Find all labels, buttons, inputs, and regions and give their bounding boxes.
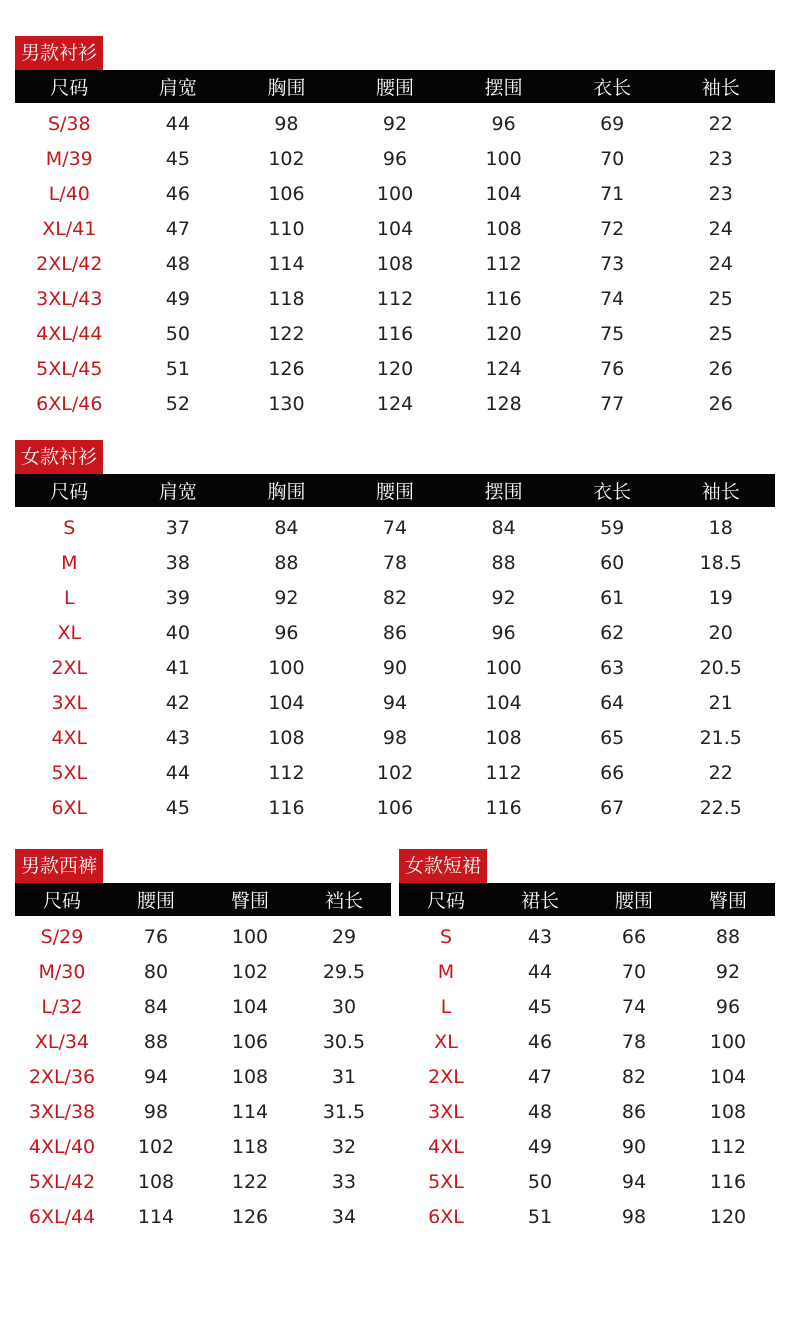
table-row: [15, 386, 775, 421]
measurement-cell: 70: [621, 960, 647, 983]
measurement-cell: 30.5: [322, 1030, 366, 1053]
measurement-cell: 100: [268, 656, 305, 679]
table-row: [15, 1199, 391, 1234]
measurement-cell: 104: [231, 995, 269, 1018]
measurement-cell: 21.5: [699, 726, 742, 749]
measurement-cell: 50: [527, 1170, 553, 1193]
column-header: 裆长: [324, 890, 363, 912]
size-cell: 3XL: [51, 691, 88, 714]
size-cell: M: [61, 551, 78, 574]
table-row: [15, 989, 391, 1024]
size-cell: 4XL: [428, 1135, 464, 1158]
measurement-cell: 31: [331, 1065, 357, 1088]
size-cell: L: [440, 995, 452, 1018]
measurement-cell: 122: [231, 1170, 269, 1193]
measurement-cell: 104: [485, 691, 522, 714]
measurement-cell: 40: [165, 621, 190, 644]
measurement-cell: 122: [268, 322, 305, 345]
table-row: [15, 954, 391, 989]
measurement-cell: 108: [376, 252, 414, 275]
size-cell: M/30: [38, 960, 86, 983]
table-body: [399, 919, 775, 1234]
measurement-cell: 94: [143, 1065, 169, 1088]
measurement-cell: 46: [527, 1030, 553, 1053]
measurement-cell: 112: [485, 252, 522, 275]
size-cell: M/39: [45, 147, 93, 170]
size-cell: 6XL/46: [36, 392, 103, 415]
measurement-cell: 29.5: [322, 960, 366, 983]
size-cell: S/38: [47, 112, 91, 135]
size-cell: 5XL/45: [36, 357, 103, 380]
measurement-cell: 88: [274, 551, 299, 574]
table-row: [399, 919, 775, 954]
measurement-cell: 108: [231, 1065, 269, 1088]
size-cell: XL: [57, 621, 82, 644]
measurement-cell: 106: [231, 1030, 269, 1053]
measurement-cell: 18: [708, 516, 733, 539]
measurement-cell: 30: [331, 995, 357, 1018]
measurement-cell: 59: [600, 516, 625, 539]
measurement-cell: 42: [165, 691, 190, 714]
measurement-cell: 100: [709, 1030, 747, 1053]
table-row: [15, 176, 775, 211]
table-row: [15, 790, 775, 825]
measurement-cell: 92: [715, 960, 741, 983]
measurement-cell: 118: [231, 1135, 269, 1158]
measurement-cell: 72: [600, 217, 625, 240]
measurement-cell: 74: [382, 516, 408, 539]
section-title: 女款短裙: [399, 849, 487, 883]
measurement-cell: 23: [708, 182, 733, 205]
measurement-cell: 44: [165, 761, 190, 784]
section-title: 女款衬衫: [15, 440, 103, 474]
measurement-cell: 102: [231, 960, 269, 983]
table-row: [399, 1059, 775, 1094]
measurement-cell: 102: [268, 147, 305, 170]
measurement-cell: 114: [268, 252, 305, 275]
measurement-cell: 116: [268, 796, 305, 819]
measurement-cell: 84: [491, 516, 516, 539]
measurement-cell: 126: [231, 1205, 269, 1228]
measurement-cell: 114: [137, 1205, 175, 1228]
table-body: [15, 106, 775, 421]
measurement-cell: 52: [165, 392, 190, 415]
table-row: [15, 141, 775, 176]
size-cell: S/29: [40, 925, 84, 948]
measurement-cell: 51: [165, 357, 190, 380]
measurement-cell: 74: [600, 287, 625, 310]
size-cell: 5XL/42: [28, 1170, 96, 1193]
column-header: 腰围: [614, 890, 653, 912]
measurement-cell: 76: [600, 357, 625, 380]
size-cell: 3XL/43: [36, 287, 103, 310]
measurement-cell: 112: [376, 287, 414, 310]
size-cell: 3XL/38: [28, 1100, 96, 1123]
measurement-cell: 116: [709, 1170, 747, 1193]
measurement-cell: 25: [708, 322, 733, 345]
column-header: 摆围: [484, 481, 523, 503]
measurement-cell: 116: [376, 322, 414, 345]
measurement-cell: 37: [165, 516, 190, 539]
table-header: [15, 474, 775, 507]
table-row: [15, 1129, 391, 1164]
measurement-cell: 116: [485, 287, 522, 310]
measurement-cell: 88: [143, 1030, 169, 1053]
size-cell: 2XL: [51, 656, 88, 679]
size-cell: M: [437, 960, 455, 983]
measurement-cell: 24: [708, 217, 733, 240]
measurement-cell: 102: [376, 761, 414, 784]
measurement-cell: 65: [600, 726, 625, 749]
table-row: [15, 685, 775, 720]
measurement-cell: 25: [708, 287, 733, 310]
measurement-cell: 118: [268, 287, 305, 310]
measurement-cell: 34: [331, 1205, 357, 1228]
measurement-cell: 19: [708, 586, 733, 609]
measurement-cell: 108: [268, 726, 305, 749]
measurement-cell: 84: [143, 995, 169, 1018]
measurement-cell: 82: [382, 586, 408, 609]
measurement-cell: 124: [485, 357, 522, 380]
measurement-cell: 48: [165, 252, 190, 275]
column-header: 袖长: [701, 77, 740, 99]
measurement-cell: 100: [231, 925, 269, 948]
column-header: 肩宽: [158, 77, 197, 99]
measurement-cell: 24: [708, 252, 733, 275]
measurement-cell: 90: [382, 656, 408, 679]
measurement-cell: 84: [274, 516, 299, 539]
measurement-cell: 102: [137, 1135, 175, 1158]
size-cell: 6XL: [51, 796, 88, 819]
measurement-cell: 43: [165, 726, 190, 749]
column-header: 臀围: [708, 890, 747, 912]
measurement-cell: 98: [621, 1205, 647, 1228]
measurement-cell: 45: [165, 147, 190, 170]
column-header: 裙长: [520, 890, 559, 912]
column-header: 摆围: [484, 77, 523, 99]
size-cell: XL: [434, 1030, 458, 1053]
table-row: [15, 720, 775, 755]
measurement-cell: 63: [600, 656, 625, 679]
measurement-cell: 78: [621, 1030, 647, 1053]
section-title: 男款西裤: [15, 849, 103, 883]
table-row: [399, 1094, 775, 1129]
table-row: [15, 510, 775, 545]
table-row: [15, 211, 775, 246]
column-header: 尺码: [50, 481, 89, 503]
measurement-cell: 78: [382, 551, 408, 574]
measurement-cell: 108: [485, 217, 522, 240]
measurement-cell: 66: [600, 761, 625, 784]
measurement-cell: 120: [709, 1205, 747, 1228]
measurement-cell: 44: [527, 960, 553, 983]
size-cell: XL/34: [34, 1030, 90, 1053]
table-row: [15, 1094, 391, 1129]
column-header: 衣长: [593, 481, 632, 503]
measurement-cell: 114: [231, 1100, 269, 1123]
column-header: 尺码: [42, 890, 81, 912]
measurement-cell: 94: [621, 1170, 647, 1193]
measurement-cell: 110: [268, 217, 305, 240]
measurement-cell: 73: [600, 252, 625, 275]
measurement-cell: 96: [715, 995, 741, 1018]
measurement-cell: 130: [268, 392, 305, 415]
measurement-cell: 96: [491, 621, 516, 644]
measurement-cell: 31.5: [322, 1100, 366, 1123]
measurement-cell: 90: [621, 1135, 647, 1158]
measurement-cell: 23: [708, 147, 733, 170]
measurement-cell: 62: [600, 621, 625, 644]
measurement-cell: 108: [485, 726, 522, 749]
column-header: 尺码: [426, 890, 465, 912]
measurement-cell: 33: [331, 1170, 357, 1193]
table-row: [399, 1129, 775, 1164]
measurement-cell: 96: [274, 621, 299, 644]
measurement-cell: 106: [376, 796, 414, 819]
table-row: [399, 1164, 775, 1199]
measurement-cell: 120: [485, 322, 522, 345]
measurement-cell: 128: [485, 392, 522, 415]
measurement-cell: 50: [165, 322, 190, 345]
measurement-cell: 126: [268, 357, 305, 380]
measurement-cell: 80: [143, 960, 169, 983]
measurement-cell: 100: [376, 182, 414, 205]
measurement-cell: 92: [491, 586, 516, 609]
section-title: 男款衬衫: [15, 36, 103, 70]
table-row: [15, 615, 775, 650]
measurement-cell: 45: [527, 995, 553, 1018]
column-header: 腰围: [376, 77, 415, 99]
table-row: [15, 919, 391, 954]
table-row: [15, 246, 775, 281]
measurement-cell: 22: [708, 761, 733, 784]
measurement-cell: 43: [527, 925, 553, 948]
measurement-cell: 124: [376, 392, 414, 415]
size-cell: L/32: [41, 995, 83, 1018]
measurement-cell: 67: [600, 796, 625, 819]
measurement-cell: 96: [382, 147, 408, 170]
size-cell: 2XL/42: [36, 252, 103, 275]
measurement-cell: 98: [143, 1100, 169, 1123]
measurement-cell: 120: [376, 357, 414, 380]
size-cell: L/40: [48, 182, 90, 205]
measurement-cell: 104: [485, 182, 522, 205]
measurement-cell: 94: [382, 691, 408, 714]
measurement-cell: 49: [165, 287, 190, 310]
table-body: [15, 510, 775, 825]
table-row: [399, 1024, 775, 1059]
measurement-cell: 74: [621, 995, 647, 1018]
measurement-cell: 45: [165, 796, 190, 819]
measurement-cell: 47: [165, 217, 190, 240]
size-cell: 4XL: [51, 726, 88, 749]
measurement-cell: 104: [268, 691, 305, 714]
measurement-cell: 112: [709, 1135, 747, 1158]
measurement-cell: 26: [708, 392, 733, 415]
measurement-cell: 116: [485, 796, 522, 819]
measurement-cell: 92: [382, 112, 408, 135]
size-cell: 2XL/36: [28, 1065, 96, 1088]
measurement-cell: 46: [165, 182, 190, 205]
table-row: [15, 1164, 391, 1199]
size-cell: 4XL/44: [36, 322, 103, 345]
table-row: [15, 650, 775, 685]
measurement-cell: 32: [331, 1135, 357, 1158]
table-row: [15, 316, 775, 351]
measurement-cell: 29: [331, 925, 357, 948]
measurement-cell: 108: [709, 1100, 747, 1123]
measurement-cell: 39: [165, 586, 190, 609]
table-header: [15, 883, 391, 916]
table-row: [15, 281, 775, 316]
measurement-cell: 61: [600, 586, 625, 609]
measurement-cell: 96: [491, 112, 516, 135]
measurement-cell: 20.5: [699, 656, 742, 679]
measurement-cell: 64: [600, 691, 625, 714]
measurement-cell: 20: [708, 621, 733, 644]
size-cell: 3XL: [428, 1100, 464, 1123]
table-header: [15, 70, 775, 103]
measurement-cell: 100: [485, 656, 522, 679]
table-row: [399, 954, 775, 989]
measurement-cell: 88: [715, 925, 741, 948]
measurement-cell: 112: [485, 761, 522, 784]
size-cell: 2XL: [428, 1065, 464, 1088]
measurement-cell: 44: [165, 112, 190, 135]
size-cell: 4XL/40: [28, 1135, 96, 1158]
table-row: [399, 989, 775, 1024]
table-row: [15, 1024, 391, 1059]
measurement-cell: 108: [137, 1170, 175, 1193]
measurement-cell: 100: [485, 147, 522, 170]
column-header: 尺码: [50, 77, 89, 99]
measurement-cell: 60: [600, 551, 625, 574]
measurement-cell: 112: [268, 761, 305, 784]
column-header: 肩宽: [158, 481, 197, 503]
size-cell: 6XL/44: [28, 1205, 96, 1228]
column-header: 臀围: [230, 890, 269, 912]
measurement-cell: 88: [491, 551, 516, 574]
size-cell: 5XL: [428, 1170, 464, 1193]
column-header: 腰围: [136, 890, 175, 912]
measurement-cell: 98: [274, 112, 299, 135]
measurement-cell: 41: [165, 656, 190, 679]
measurement-cell: 77: [600, 392, 625, 415]
measurement-cell: 51: [527, 1205, 553, 1228]
measurement-cell: 98: [382, 726, 408, 749]
size-cell: L: [63, 586, 75, 609]
table-row: [15, 545, 775, 580]
size-cell: XL/41: [42, 217, 97, 240]
measurement-cell: 69: [600, 112, 625, 135]
column-header: 腰围: [376, 481, 415, 503]
table-row: [15, 580, 775, 615]
measurement-cell: 71: [600, 182, 625, 205]
table-header: [399, 883, 775, 916]
measurement-cell: 104: [709, 1065, 747, 1088]
measurement-cell: 38: [165, 551, 190, 574]
size-cell: S: [63, 516, 76, 539]
measurement-cell: 75: [600, 322, 625, 345]
measurement-cell: 22: [708, 112, 733, 135]
column-header: 胸围: [267, 481, 306, 503]
size-cell: 6XL: [428, 1205, 464, 1228]
measurement-cell: 47: [527, 1065, 553, 1088]
table-body: [15, 919, 391, 1234]
measurement-cell: 48: [527, 1100, 553, 1123]
size-cell: S: [439, 925, 453, 948]
size-cell: 5XL: [51, 761, 88, 784]
measurement-cell: 106: [268, 182, 305, 205]
column-header: 衣长: [593, 77, 632, 99]
measurement-cell: 49: [527, 1135, 553, 1158]
measurement-cell: 66: [621, 925, 647, 948]
table-row: [15, 755, 775, 790]
table-row: [15, 106, 775, 141]
table-row: [15, 351, 775, 386]
column-header: 胸围: [267, 77, 306, 99]
column-header: 袖长: [701, 481, 740, 503]
measurement-cell: 70: [600, 147, 625, 170]
measurement-cell: 92: [274, 586, 299, 609]
measurement-cell: 86: [621, 1100, 647, 1123]
measurement-cell: 82: [621, 1065, 647, 1088]
measurement-cell: 26: [708, 357, 733, 380]
measurement-cell: 104: [376, 217, 414, 240]
measurement-cell: 21: [708, 691, 733, 714]
measurement-cell: 76: [143, 925, 169, 948]
table-row: [399, 1199, 775, 1234]
measurement-cell: 18.5: [699, 551, 742, 574]
measurement-cell: 86: [382, 621, 408, 644]
table-row: [15, 1059, 391, 1094]
measurement-cell: 22.5: [699, 796, 742, 819]
